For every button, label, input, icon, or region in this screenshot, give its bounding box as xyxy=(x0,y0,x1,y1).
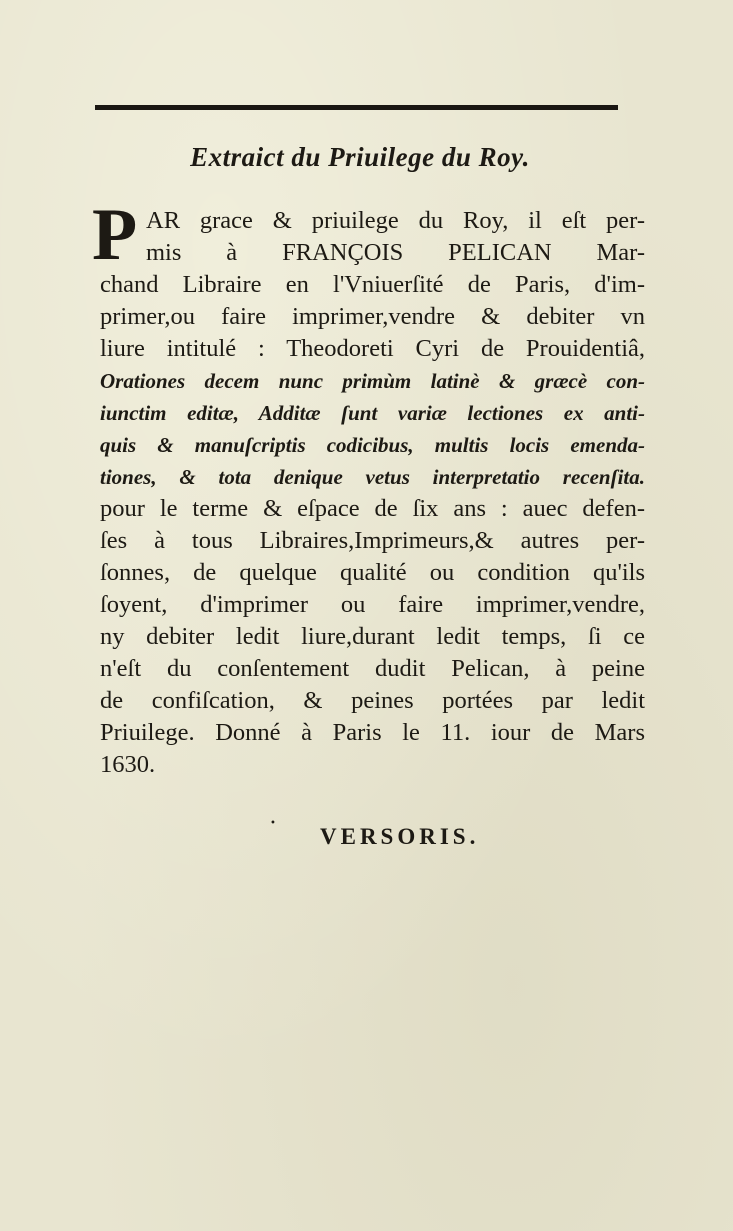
text-line: primer,ou faire imprimer,vendre & debiter vn xyxy=(100,303,645,330)
privilege-text xyxy=(92,194,645,781)
text-line: Priuilege. Donné à Paris le 11. iour de Mars xyxy=(100,719,645,746)
text-line: ny debiter ledit liure,durant ledit temps, ſi ce xyxy=(100,623,645,650)
drop-cap: P xyxy=(92,194,138,276)
page-title: Extraict du Priuilege du Roy. xyxy=(190,142,530,172)
signature: VERSORIS. xyxy=(320,824,480,849)
text-line: iunctim editæ, Additæ ſunt variæ lectiones ex anti- xyxy=(100,401,645,425)
text-line: ſoyent, d'imprimer ou faire imprimer,vendre, xyxy=(100,591,645,618)
text-line: 1630. xyxy=(100,751,156,778)
text-line: quis & manuſcriptis codicibus, multis locis emenda- xyxy=(100,433,645,457)
text-line: liure intitulé : Theodoreti Cyri de Prouidentiâ, xyxy=(100,335,645,362)
ink-dot: • xyxy=(270,818,276,829)
text-line: tiones, & tota denique vetus interpretatio recenſita. xyxy=(100,465,645,489)
text-line: ſes à tous Libraires,Imprimeurs,& autres per- xyxy=(100,527,645,554)
text-line: mis à FRANÇOIS PELICAN Mar- xyxy=(146,239,645,266)
text-line: pour le terme & eſpace de ſix ans : auec defen- xyxy=(100,495,645,522)
text-line: ſonnes, de quelque qualité ou condition qu'ils xyxy=(100,559,645,586)
head-rule xyxy=(95,105,618,110)
show-through-text xyxy=(90,30,650,150)
text-line: Orationes decem nunc primùm latinè & græcè con- xyxy=(100,369,645,393)
text-line: AR grace & priuilege du Roy, il eſt per- xyxy=(146,207,645,234)
text-line: n'eſt du conſentement dudit Pelican, à peine xyxy=(100,655,645,682)
text-line: de confiſcation, & peines portées par ledit xyxy=(100,687,645,714)
text-line: chand Libraire en l'Vniuerſité de Paris, d'im- xyxy=(100,271,645,298)
